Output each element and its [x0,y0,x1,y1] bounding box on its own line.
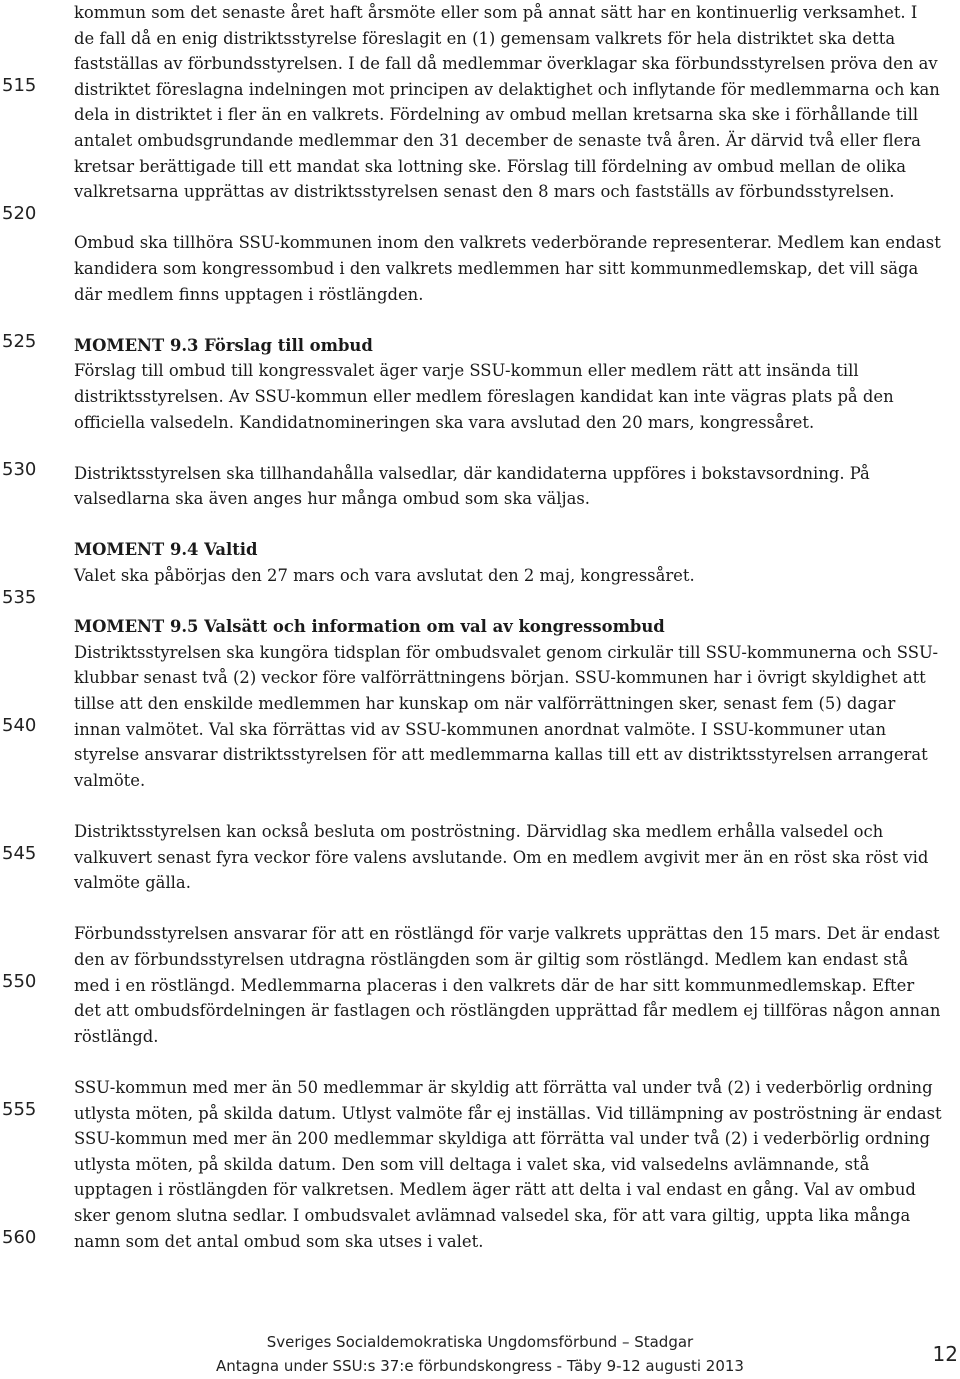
heading-moment-9-3-number: MOMENT 9.3 [74,335,205,355]
heading-moment-9-5 [74,614,942,640]
line-number-515: 515 [2,75,37,96]
heading-moment-9-5-number: MOMENT 9.5 [74,617,205,637]
heading-moment-9-4 [74,537,942,563]
line-number-550: 550 [2,971,37,992]
line-number-545: 545 [2,843,37,864]
paragraph-valtid: Valet ska påbörjas den 27 mars och vara avslutat den 2 maj, kongressåret. [74,566,695,586]
page-number: 12 [932,1342,958,1366]
line-number-535: 535 [2,587,37,608]
paragraph-valsedlar: Distriktsstyrelsen ska tillhandahålla valsedlar, där kandidaterna uppföres i bokstavsordning. På valsedlarna ska även anges hur många ombud som ska väljas. [74,463,870,509]
paragraph-forslag-till-ombud: Förslag till ombud till kongressvalet äger varje SSU-kommun eller medlem rätt att insända till distriktsstyrelsen. Av SSU-kommun eller medlem föreslagen kandidat kan inte vägras plats på den officiella valsedeln. Kandidatnomineringen ska vara avslutad den 20 mars, kongressåret. [74,361,894,432]
heading-moment-9-5-title: Valsätt och information om val av kongressombud [204,617,665,637]
footer-congress: Antagna under SSU:s 37:e förbundskongress - Täby 9-12 augusti 2013 [216,1357,744,1375]
line-number-555: 555 [2,1099,37,1120]
line-number-525: 525 [2,331,37,352]
paragraph-postrostning: Distriktsstyrelsen kan också besluta om poströstning. Därvidlag ska medlem erhålla valsedel och valkuvert senast fyra veckor före valens avslutande. Om en medlem avgivit mer än en röst ska röst vid valmöte gälla. [74,822,929,893]
paragraph-valkrets-indelning: kommun som det senaste året haft årsmöte eller som på annat sätt har en kontinuerlig verksamhet. I de fall då en enig distriktsstyrelse föreslagit en (1) gemensam valkrets för hela distriktet ska detta fastställas av förbundsstyrelsen. I de fall då medlemmar överklagar ska förbundsstyrelsen pröva den av distriktet föreslagna indelningen mot principen av delaktighet och inflytande för medlemmarna och kan dela in distriktet i fler än en valkrets. Fördelning av ombud mellan kretsarna ska ske i förhållande till antalet ombudsgrundande medlemmar den 31 december de senaste två åren. Är därvid två eller flera kretsar berättigade till ett mandat ska lottning ske. Förslag till fördelning av ombud mellan de olika valkretsarna upprättas av distriktsstyrelsen senast den 8 mars och fastställs av förbundsstyrelsen. [74,3,940,202]
line-number-520: 520 [2,203,37,224]
paragraph-valmoten: SSU-kommun med mer än 50 medlemmar är skyldig att förrätta val under två (2) i vederbörlig ordning utlysta möten, på skilda datum. Utlyst valmöte får ej inställas. Vid tillämpning av poströstning är endast SSU-kommun med mer än 200 medlemmar skyldiga att förrätta val under två (2) i vederbörlig ordning utlysta möten, på skilda datum. Den som vill deltaga i valet ska, vid valsedelns avlämnande, stå upptagen i röstlängden för valkretsen. Medlem äger rätt att delta i val endast en gång. Val av ombud sker genom slutna sedlar. I ombudsvalet avlämnad valsedel ska, för att vara giltig, uppta lika många namn som det antal ombud som ska utses i valet. [74,1077,942,1251]
document-body [74,0,942,1254]
heading-moment-9-3 [74,333,942,359]
heading-moment-9-4-title: Valtid [204,540,258,560]
heading-moment-9-4-number: MOMENT 9.4 [74,540,205,560]
footer-organization: Sveriges Socialdemokratiska Ungdomsförbund – Stadgar [266,1333,694,1351]
line-number-560: 560 [2,1227,37,1248]
line-number-530: 530 [2,459,37,480]
paragraph-rostlangd: Förbundsstyrelsen ansvarar för att en röstlängd för varje valkrets upprättas den 15 mars. Det är endast den av förbundsstyrelsen utdragna röstlängden som är giltig som röstlängd. Medlem kan endast stå med i en röstlängd. Medlemmarna placeras i den valkrets där de har sitt kommunmedlemskap. Efter det att ombudsfördelningen är fastlagen och röstlängden upprättad får medlem ej tillföras någon annan röstlängd. [74,924,941,1046]
heading-moment-9-3-title: Förslag till ombud [204,335,373,355]
paragraph-ombud-tillhorighet: Ombud ska tillhöra SSU-kommunen inom den valkrets vederbörande representerar. Medlem kan endast kandidera som kongressombud i den valkrets medlemmen har sitt kommunmedlemskap, det vill säga där medlem finns upptagen i röstlängden. [74,233,941,304]
paragraph-valsatt: Distriktsstyrelsen ska kungöra tidsplan för ombudsvalet genom cirkulär till SSU-kommunerna och SSU-klubbar senast två (2) veckor före valförrättningens början. SSU-kommunen har i övrigt skyldighet att tillse att den enskilde medlemmen har kunskap om när valförrättningen sker, senast fem (5) dagar innan valmötet. Val ska förrättas vid av SSU-kommunen anordnat valmöte. I SSU-kommuner utan styrelse ansvarar distriktsstyrelsen för att medlemmarna kallas till ett av distriktsstyrelsen arrangerat valmöte. [74,642,939,790]
line-number-540: 540 [2,715,37,736]
